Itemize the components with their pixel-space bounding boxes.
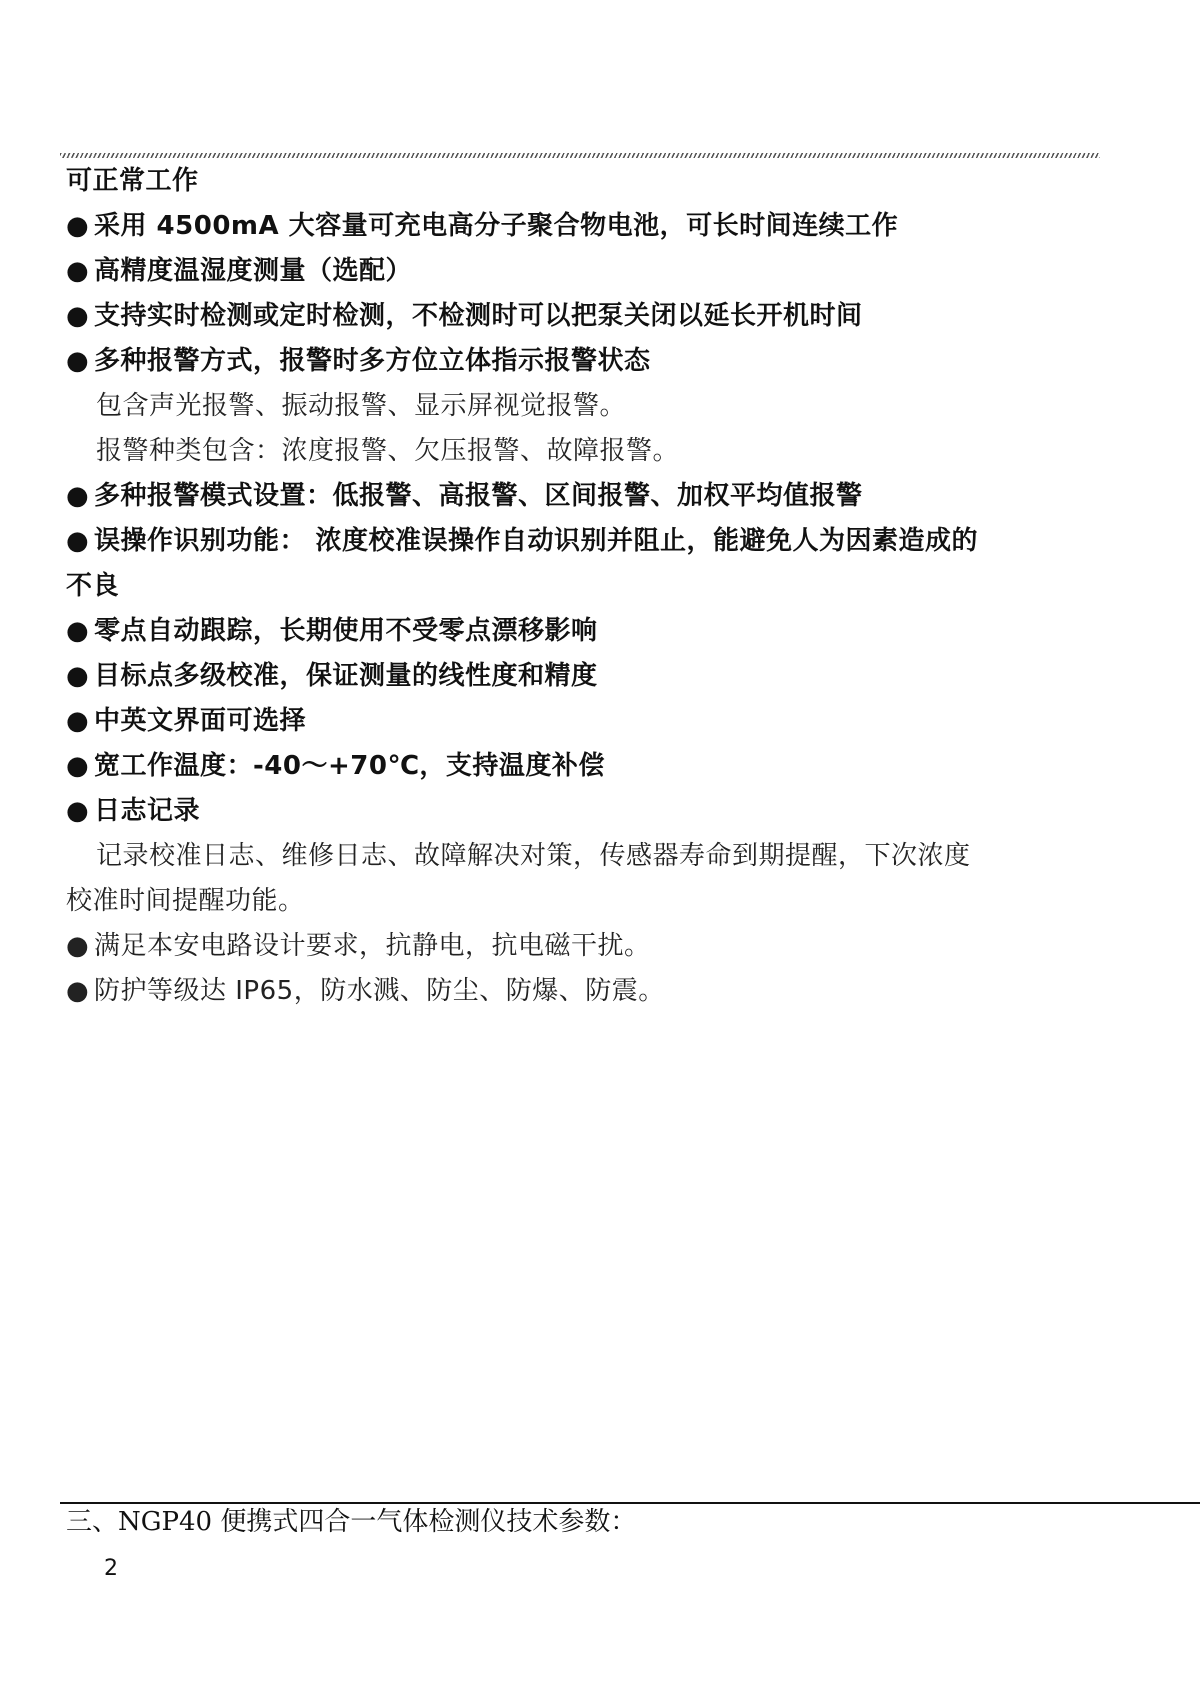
bullet-icon: ● bbox=[66, 481, 90, 511]
bullet-item bbox=[66, 615, 598, 647]
bullet-icon: ● bbox=[66, 931, 90, 961]
sub-text-line bbox=[66, 840, 971, 872]
line-text: 零点自动跟踪，长期使用不受零点漂移影响 bbox=[94, 616, 598, 646]
line-text: 采用 4500mA 大容量可充电高分子聚合物电池，可长时间连续工作 bbox=[94, 211, 899, 241]
section-divider-rule bbox=[60, 1502, 1200, 1504]
text-line bbox=[66, 885, 305, 917]
bullet-icon: ● bbox=[66, 256, 90, 286]
bullet-icon: ● bbox=[66, 616, 90, 646]
line-text: 防护等级达 IP65，防水溅、防尘、防爆、防震。 bbox=[94, 976, 665, 1006]
header-hatched-rule bbox=[60, 153, 1100, 158]
bullet-item bbox=[66, 345, 651, 377]
bullet-icon: ● bbox=[66, 976, 90, 1006]
text-line bbox=[66, 165, 199, 197]
line-text: 不良 bbox=[66, 571, 120, 601]
bullet-item bbox=[66, 300, 863, 332]
bullet-icon: ● bbox=[66, 751, 90, 781]
bullet-item bbox=[66, 255, 412, 287]
bullet-icon: ● bbox=[66, 301, 90, 331]
bullet-item bbox=[66, 975, 665, 1007]
line-text: 目标点多级校准，保证测量的线性度和精度 bbox=[94, 661, 598, 691]
bullet-item bbox=[66, 750, 605, 782]
bullet-item bbox=[66, 705, 306, 737]
line-text: 校准时间提醒功能。 bbox=[66, 886, 305, 916]
line-text: 记录校准日志、维修日志、故障解决对策，传感器寿命到期提醒，下次浓度 bbox=[96, 841, 971, 871]
bullet-item bbox=[66, 795, 200, 827]
line-text: 满足本安电路设计要求，抗静电，抗电磁干扰。 bbox=[94, 931, 651, 961]
line-text: 多种报警方式，报警时多方位立体指示报警状态 bbox=[94, 346, 651, 376]
line-text: 可正常工作 bbox=[66, 166, 199, 196]
text-line bbox=[66, 570, 119, 602]
line-text: 宽工作温度：-40～+70℃，支持温度补偿 bbox=[94, 751, 605, 781]
bullet-item bbox=[66, 930, 651, 962]
line-text: 包含声光报警、振动报警、显示屏视觉报警。 bbox=[96, 391, 627, 421]
line-text: 报警种类包含：浓度报警、欠压报警、故障报警。 bbox=[96, 436, 680, 466]
bullet-item bbox=[66, 660, 598, 692]
bullet-icon: ● bbox=[66, 661, 90, 691]
bullet-icon: ● bbox=[66, 211, 90, 241]
bullet-item bbox=[66, 210, 898, 242]
sub-text-line bbox=[66, 435, 679, 467]
section-heading: 三、NGP40 便携式四合一气体检测仪技术参数： bbox=[66, 1507, 637, 1537]
line-text: 日志记录 bbox=[94, 796, 201, 826]
line-text: 多种报警模式设置：低报警、高报警、区间报警、加权平均值报警 bbox=[94, 481, 863, 511]
bullet-icon: ● bbox=[66, 706, 90, 736]
line-text: 误操作识别功能： 浓度校准误操作自动识别并阻止，能避免人为因素造成的 bbox=[94, 526, 979, 556]
bullet-icon: ● bbox=[66, 796, 90, 826]
sub-text-line bbox=[66, 390, 626, 422]
line-text: 中英文界面可选择 bbox=[94, 706, 307, 736]
line-text: 支持实时检测或定时检测，不检测时可以把泵关闭以延长开机时间 bbox=[94, 301, 863, 331]
line-text: 高精度温湿度测量（选配） bbox=[94, 256, 413, 286]
bullet-icon: ● bbox=[66, 526, 90, 556]
bullet-item bbox=[66, 480, 863, 512]
page-number: 2 bbox=[104, 1556, 118, 1581]
bullet-item bbox=[66, 525, 978, 557]
bullet-icon: ● bbox=[66, 346, 90, 376]
